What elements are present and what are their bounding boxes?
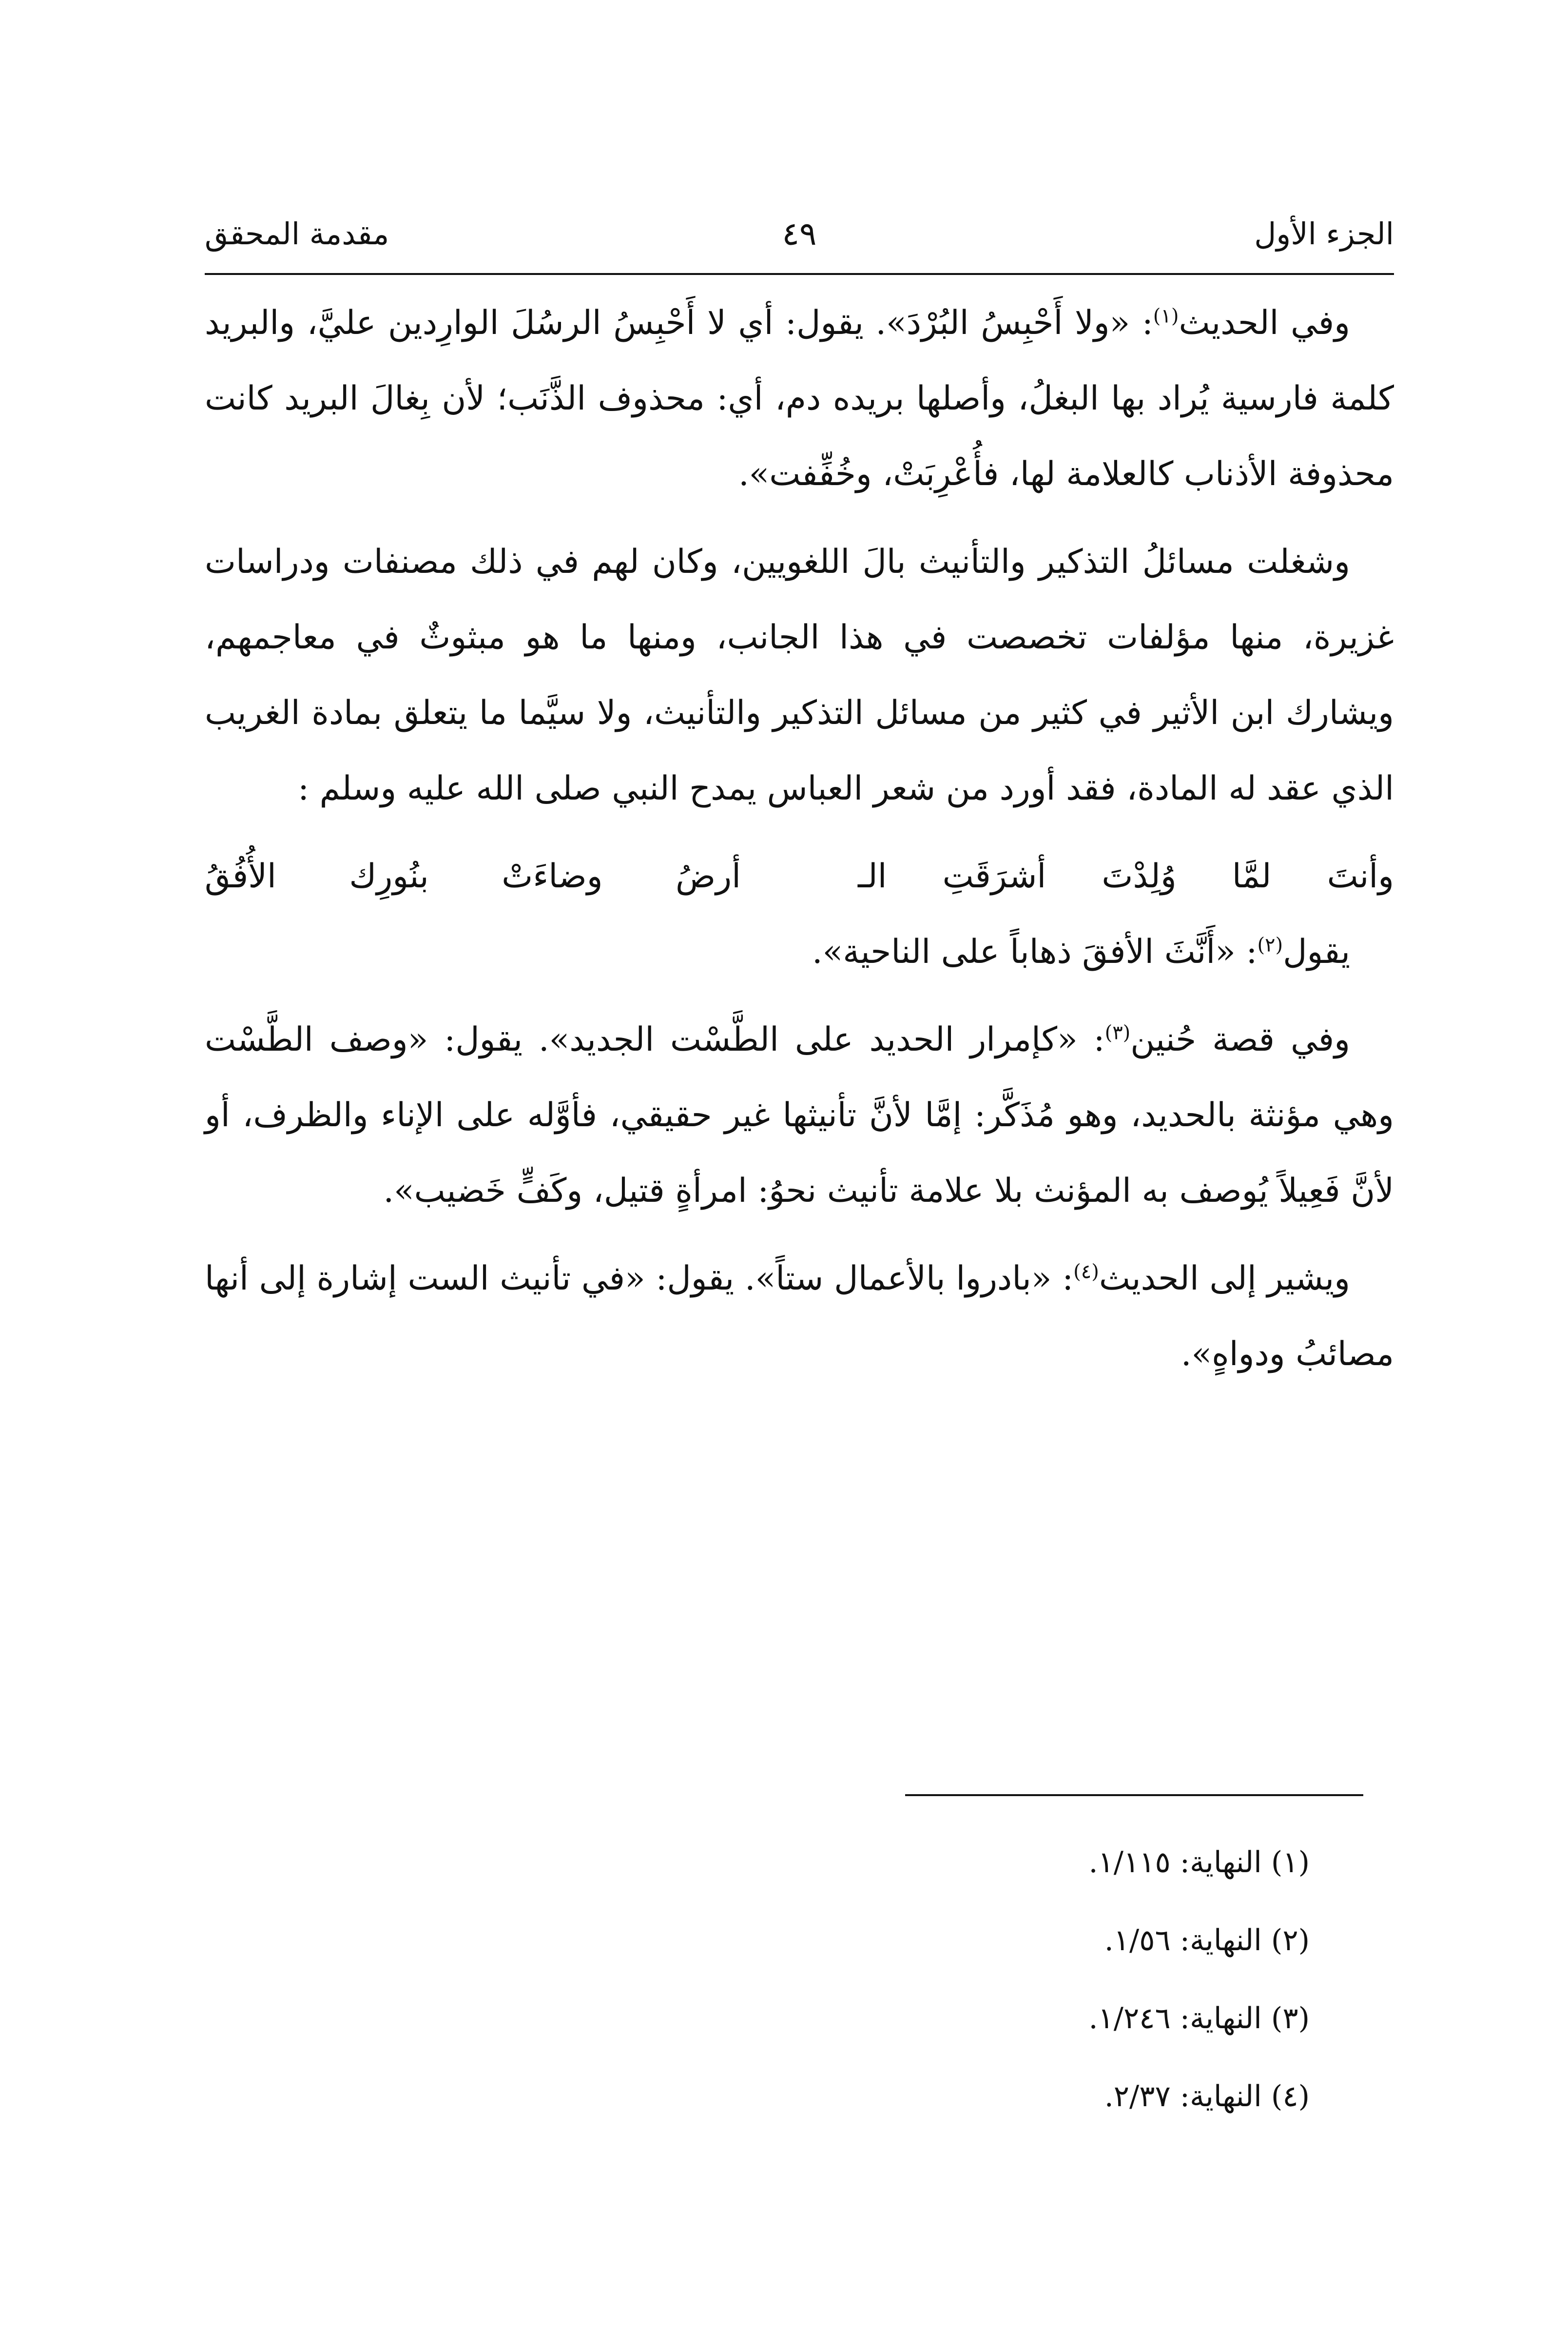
paragraph-1-text: : «ولا أَحْبِسُ البُرْدَ». يقول: أي لا أَحْبِسُ الرسُلَ الوارِدين عليَّ، والبريد كلمة فارسية يُراد بها البغلُ، وأصلها بريده دم، أي: محذوف الذَّنَب؛ لأن بِغالَ البريد كانت محذوفة الأذناب كالعلامة لها، فأُعْرِبَتْ، وخُفِّفت». <box>205 304 1394 493</box>
verse-word: أشرَقَتِ <box>942 857 1046 896</box>
footnote-3: (٣) النهاية: ١/٢٤٦. <box>1088 2001 1310 2035</box>
poetry-verse <box>205 839 1394 914</box>
volume-label: الجزء الأول <box>1254 216 1394 252</box>
footnote-1: (١) النهاية: ١/١١٥. <box>1088 1845 1310 1879</box>
footnote-ref-4: (٤) <box>1073 1260 1099 1283</box>
verse-word: لمَّا <box>1232 857 1272 896</box>
paragraph-3-text: : «أَنَّثَ الأفقَ ذهاباً على الناحية». <box>812 933 1258 971</box>
footnote-ref-1: (١) <box>1153 305 1179 328</box>
running-header <box>205 205 1394 263</box>
paragraph-3 <box>205 914 1394 990</box>
header-divider <box>205 273 1394 275</box>
paragraph-4-text: : «كإمرار الحديد على الطَّسْت الجديد». يقول: «وصف الطَّسْت وهي مؤنثة بالحديد، وهو مُذَكَّر: إمَّا لأنَّ تأنيثها غير حقيقي، فأوَّله على الإناء والظرف، أو لأنَّ فَعِيلاً يُوصف به المؤنث بلا علامة تأنيث نحوُ: امرأةٍ قتيل، وكَفٍّ خَضيب». <box>205 1020 1394 1210</box>
paragraph-1 <box>205 285 1394 512</box>
footnote-divider <box>905 1794 1363 1796</box>
paragraph-5-lead: ويشير إلى الحديث <box>1099 1259 1350 1298</box>
footnotes <box>681 1823 1363 2135</box>
paragraph-4 <box>205 1002 1394 1229</box>
page-number: ٤٩ <box>782 215 817 253</box>
verse-word: وُلِدْتَ <box>1102 857 1177 896</box>
paragraph-2: وشغلت مسائلُ التذكير والتأنيث بالَ اللغويين، وكان لهم في ذلك مصنفات ودراسات غزيرة، منها مؤلفات تخصصت في هذا الجانب، ومنها ما هو مبثوثٌ في معاجمهم، ويشارك ابن الأثير في كثير من مسائل التذكير والتأنيث، ولا سيَّما ما يتعلق بمادة الغريب الذي عقد له المادة، فقد أورد من شعر العباس يمدح النبي صلى الله عليه وسلم : <box>205 543 1394 808</box>
verse-word: وضاءَتْ <box>502 857 603 896</box>
section-title: مقدمة المحقق <box>205 216 389 252</box>
verse-word: الأُفُقُ <box>205 857 276 896</box>
footnote-ref-3: (٣) <box>1104 1021 1131 1044</box>
body-text <box>205 285 1394 1404</box>
paragraph-3-lead: يقول <box>1283 933 1350 971</box>
footnote-ref-2: (٢) <box>1257 934 1283 957</box>
paragraph-4-lead: وفي قصة حُنين <box>1130 1020 1350 1059</box>
verse-word: الـ <box>858 857 887 896</box>
verse-first-hemistich <box>858 839 1394 914</box>
paragraph-5-text: : «بادروا بالأعمال ستاً». يقول: «في تأنيث الست إشارة إلى أنها مصائبُ ودواهٍ». <box>205 1259 1394 1373</box>
footnote-2: (٢) النهاية: ١/٥٦. <box>1104 1923 1310 1957</box>
verse-word: أرضُ <box>676 857 741 896</box>
paragraph-1-lead: وفي الحديث <box>1179 304 1350 342</box>
verse-second-hemistich <box>205 839 741 914</box>
paragraph-5 <box>205 1241 1394 1392</box>
verse-word: بنُورِك <box>349 857 429 896</box>
verse-word: وأنتَ <box>1327 857 1394 896</box>
footnote-4: (٤) النهاية: ٢/٣٧. <box>1104 2079 1310 2114</box>
